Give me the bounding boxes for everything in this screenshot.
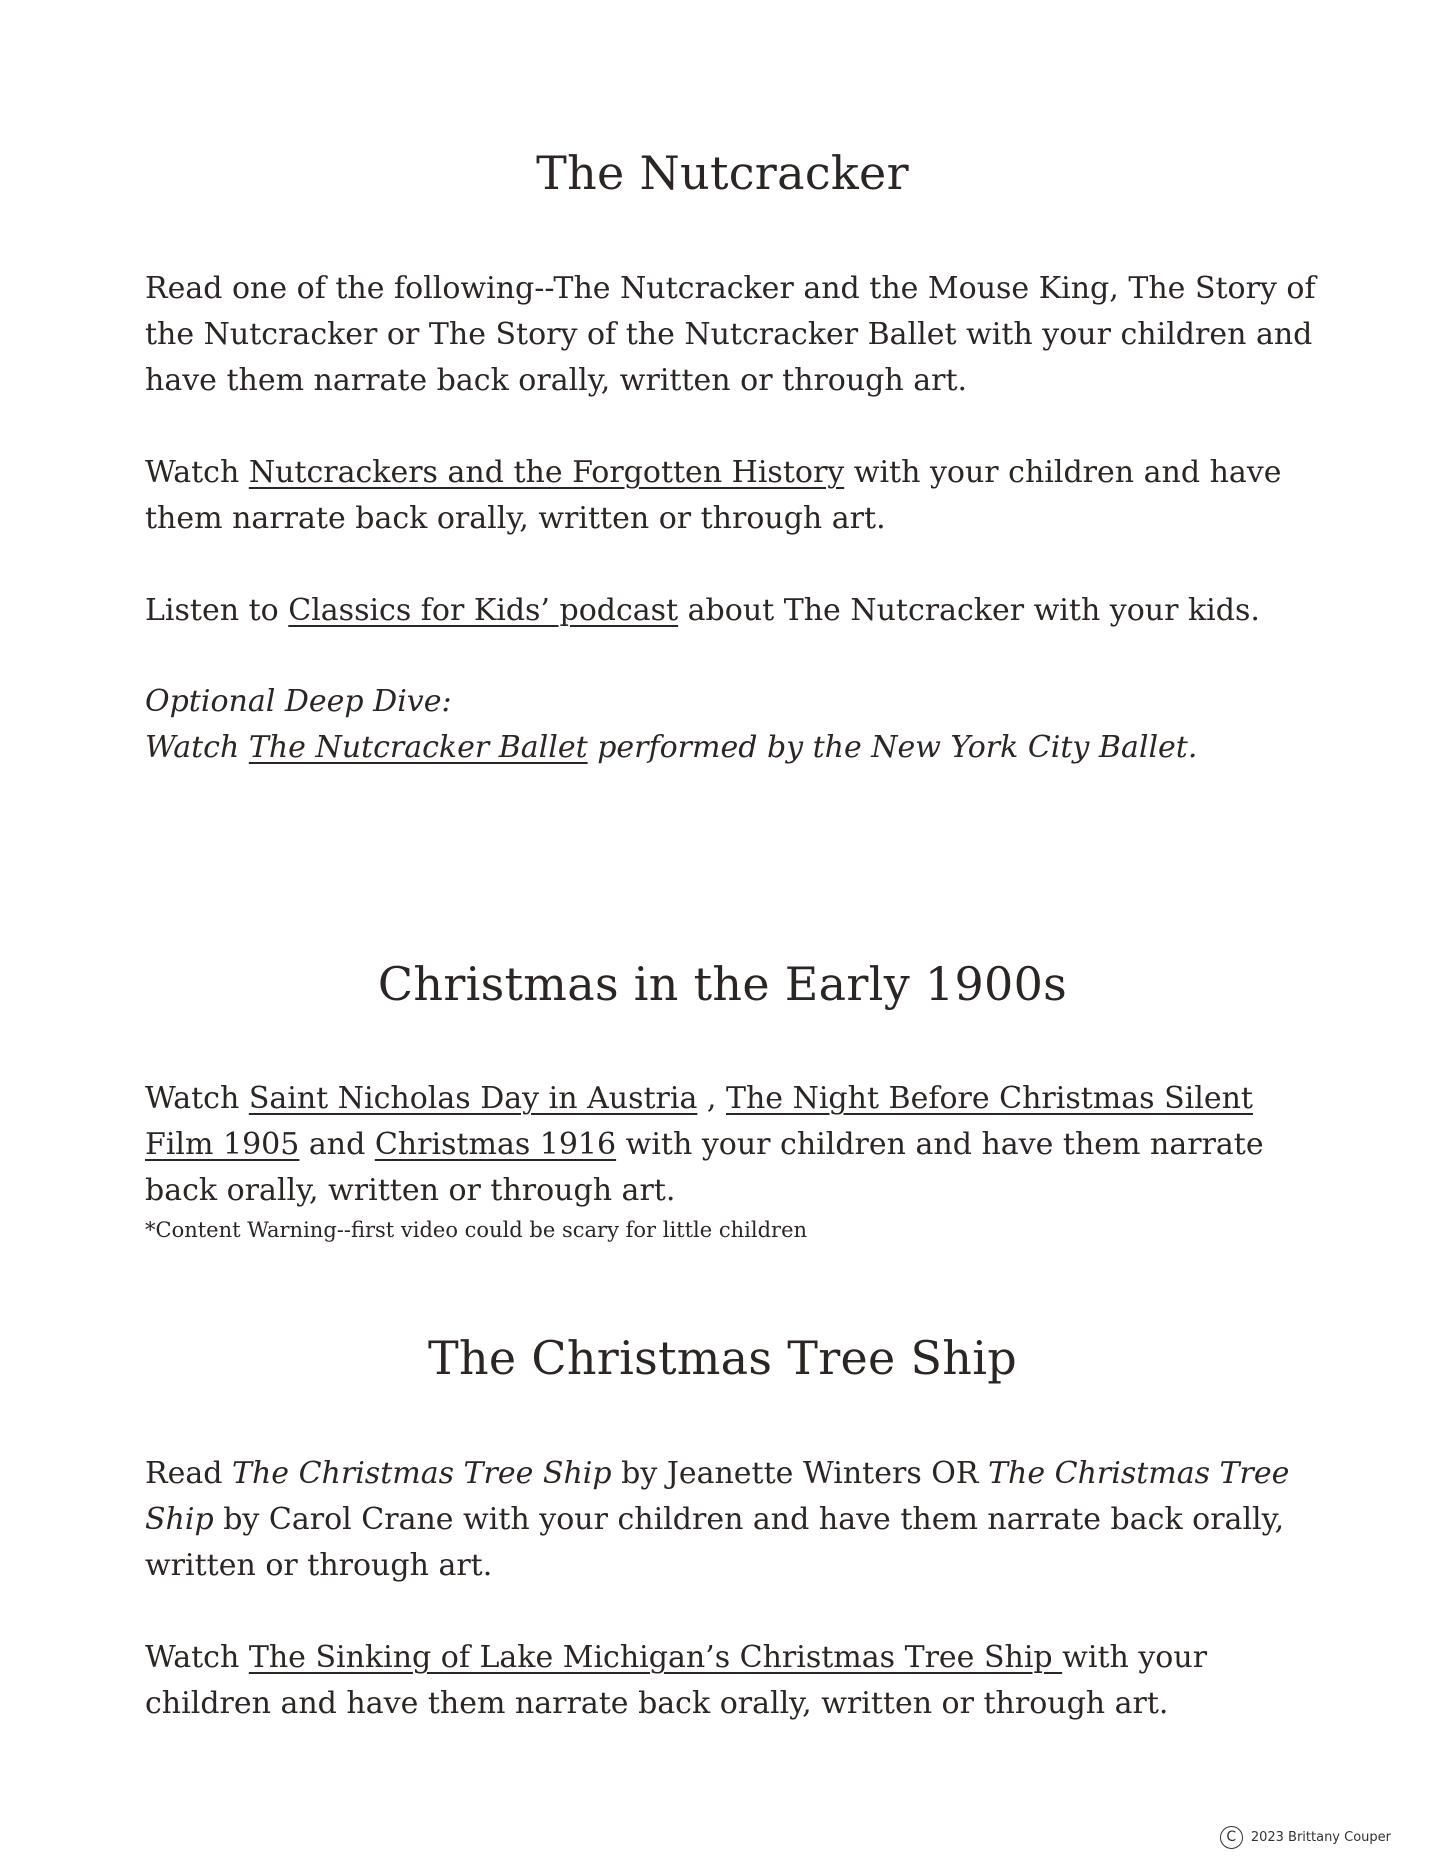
link-saint-nicholas-day[interactable]: Saint Nicholas Day in Austria: [248, 1081, 698, 1116]
copyright-text: 2023 Brittany Couper: [1250, 1829, 1391, 1845]
early-1900s-watch-paragraph: Watch Saint Nicholas Day in Austria , The Night Before Christmas Silent Film 1905 and Christmas 1916 with your children and have them narrate back orally, written or through art.: [145, 1081, 1264, 1208]
book-title-winters: The Christmas Tree Ship: [231, 1456, 612, 1491]
tree-ship-reading-paragraph: Read The Christmas Tree Ship by Jeanette Winters OR The Christmas Tree Ship by Carol Crane with your children and have them narrate back orally, written or through art.: [145, 1456, 1290, 1583]
tree-ship-watch-paragraph: Watch The Sinking of Lake Michigan’s Christmas Tree Ship with your children and have them narrate back orally, written or through art.: [145, 1640, 1208, 1721]
section-heading-early-1900s: Christmas in the Early 1900s: [377, 957, 1068, 1011]
deep-dive-label: Optional Deep Dive:: [145, 684, 452, 719]
section-heading-nutcracker: The Nutcracker: [536, 146, 909, 200]
copyright-icon: C: [1220, 1826, 1243, 1849]
link-classics-for-kids-podcast[interactable]: Classics for Kids’ podcast: [288, 593, 679, 628]
copyright-footer: [1220, 1822, 1391, 1852]
link-christmas-1916[interactable]: Christmas 1916: [374, 1127, 617, 1162]
nutcracker-podcast-paragraph: Listen to Classics for Kids’ podcast about The Nutcracker with your kids.: [145, 593, 1260, 628]
link-sinking-christmas-tree-ship[interactable]: The Sinking of Lake Michigan’s Christmas Tree Ship: [248, 1640, 1063, 1675]
link-nutcrackers-forgotten-history[interactable]: Nutcrackers and the Forgotten History: [248, 455, 845, 490]
link-nutcracker-ballet[interactable]: The Nutcracker Ballet: [248, 730, 588, 765]
book-title-crane: The Christmas Tree Ship: [145, 1456, 1290, 1537]
optional-deep-dive: Optional Deep Dive: Watch The Nutcracker Ballet performed by the New York City Ballet.: [145, 684, 1198, 765]
link-night-before-christmas-1905[interactable]: The Night Before Christmas Silent Film 1905: [145, 1081, 1253, 1162]
section-heading-christmas-tree-ship: The Christmas Tree Ship: [428, 1331, 1017, 1385]
nutcracker-watch-paragraph: Watch Nutcrackers and the Forgotten History with your children and have them narrate back orally, written or through art.: [145, 455, 1282, 536]
nutcracker-reading-paragraph: Read one of the following--The Nutcracker and the Mouse King, The Story of the Nutcracker or The Story of the Nutcracker Ballet with your children and have them narrate back orally, written or through art.: [145, 271, 1316, 398]
content-warning: *Content Warning--first video could be scary for little children: [145, 1218, 808, 1242]
